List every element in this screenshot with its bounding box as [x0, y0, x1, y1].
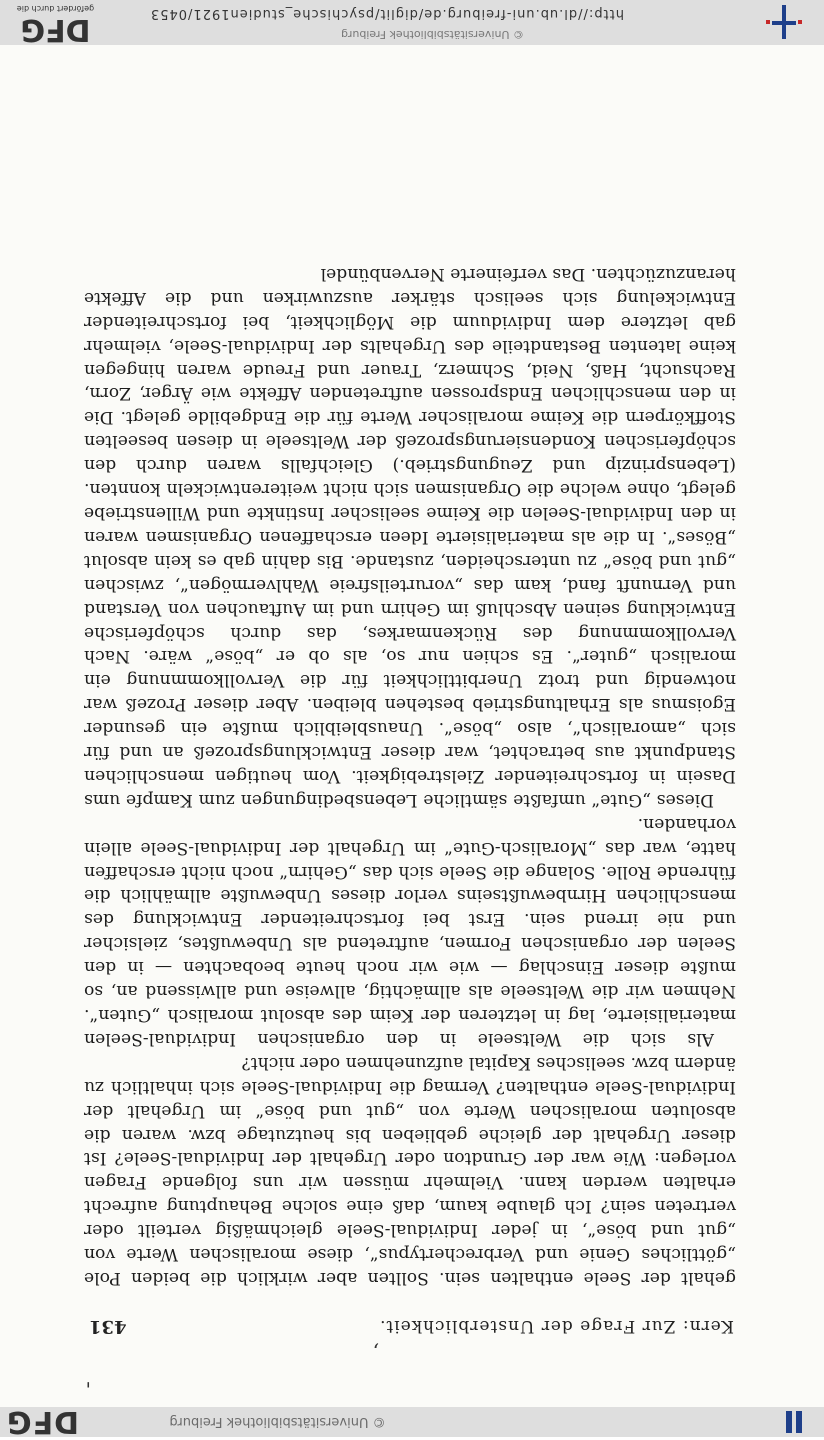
dfg-caption: gefördert durch die [16, 4, 95, 13]
dfg-logo-text: DFG [20, 12, 91, 47]
source-url-link[interactable]: http://dl.ub.uni-freiburg.de/diglit/psychische_studien1921/0453 [149, 6, 624, 21]
body-text [84, 261, 736, 1289]
paragraph: Dieses „Gute“ umfaßte sämtliche Lebensbedingungen zum Kampfe ums Dasein in fortschreitender Zielstrebigkeit. Vom heutigen menschlichen Standpunkt aus betrachtet, war dieser Entwicklungsprozeß an und für sich „amoralisch“, also „böse“. Unausbleiblich mußte ein gesunder Egoismus als Erhaltungstrieb bestehen bleiben. Aber dieser Prozeß war notwendig und trotz Unerbittlichkeit für die Vervollkommnung ein moralisch „guter“. Es schien nur so, als ob er „böse“ wäre. Nach Vervollkommnung des Rückenmarkes, das durch schöpferische Entwicklung seinen Abschluß im Gehirn und im Auftauchen von Verstand und Vernunft fand, kam das „vorurteilsfreie Wahlvermögen“, zwischen „gut und böse“ zu unterscheiden, zustande. Bis dahin gab es kein absolut „Böses“. In die als materialisierte Ideen erschaffenen Organismen waren in den Individual-Seelen die Keime seelischer Instinkte und Willenstriebe gelegt, ohne welche die Organismen sich nicht weiterentwickeln konnten. (Lebensprinzip und Zeugungstrieb.) Gleichfalls waren durch den schöpferischen Kondensierungsprozeß der Weltseele in diesen beseelten Stoffkörpern die Keime moralischer Werte für die Endgebilde gelegt. Die in den menschlichen Endsprossen auftretenden Affekte wie Ärger, Zorn, Rachsucht, Haß, Neid, Schmerz, Trauer und Freude waren hingegen keine latenten Bestandteile des Urgehalts der Individual-Seele, vielmehr gab letztere dem Individuum die Möglichkeit, bei fortschreitender Entwickelung sich seelisch stärker auszuwirken und die Affekte heranzuzüchten. Das verfeinerte Nervenbündel [84, 263, 736, 810]
footer-copyright: © Universitätsbibliothek Freiburg [341, 28, 524, 41]
top-copyright-strip [0, 1404, 824, 1440]
page-number: 431 [89, 1316, 127, 1337]
ink-speck: , [372, 1341, 379, 1365]
top-dfg-logo: DFG [6, 1404, 80, 1440]
top-copyright-text: © Universitätsbibliothek Freiburg [169, 1414, 386, 1430]
dfg-logo [8, 4, 103, 45]
paragraph: Als sich die Weltseele in den organischen Individual-Seelen materialisierte, lag in letzteren der Keim des absolut moralisch „Guten“. Nehmen wir die Weltseele als allmächtig, allweise und allwissend an, so mußte dieser Einschlag — wie wir noch heute beobachten — in den Seelen der organischen Formen, auftretend als Unbewußtes, zielsicher und nie irrend sein. Erst bei fortschreitender Entwicklung des menschlichen Hirnbewußtseins verlor dieses Unbewußte allmählich die führende Rolle. Solange die Seele sich das „Gehirn“ noch nicht erschaffen hatte, war das „Moralisch-Gute“ im Urgehalt der Individual-Seele allein vorhanden. [84, 813, 736, 1049]
running-title: Kern: Zur Frage der Unsterblichkeit. [379, 1316, 734, 1336]
page-header [89, 1316, 734, 1337]
paragraph: gehalt der Seele enthalten sein. Sollten aber wirklich die beiden Pole „göttliches Genie und Verbrechertypus“, diese moralischen Werte von „gut und böse“, in jeder Individual-Seele gleichmäßig verteilt oder vertreten sein? Ich glaube kaum, daß eine solche Behauptung aufrecht erhalten werden kann. Vielmehr müssen wir uns folgende Fragen vorlegen: Wie war der Grundton oder Urgehalt der Individual-Seele? Ist dieser Urgehalt der gleiche geblieben bis heutzutage bzw. waren die absoluten moralischen Werte von „gut und böse“ im Urgehalt der Individual-Seele enthalten? Vermag die Individual-Seele sich inhaltlich zu ändern bzw. seelisches Kapital aufzunehmen oder nicht? [84, 1052, 736, 1288]
university-seal-icon [762, 5, 802, 39]
bottom-footer-strip [0, 0, 824, 45]
university-logo-icon [776, 1407, 816, 1437]
ink-speck: ' [85, 1368, 91, 1392]
